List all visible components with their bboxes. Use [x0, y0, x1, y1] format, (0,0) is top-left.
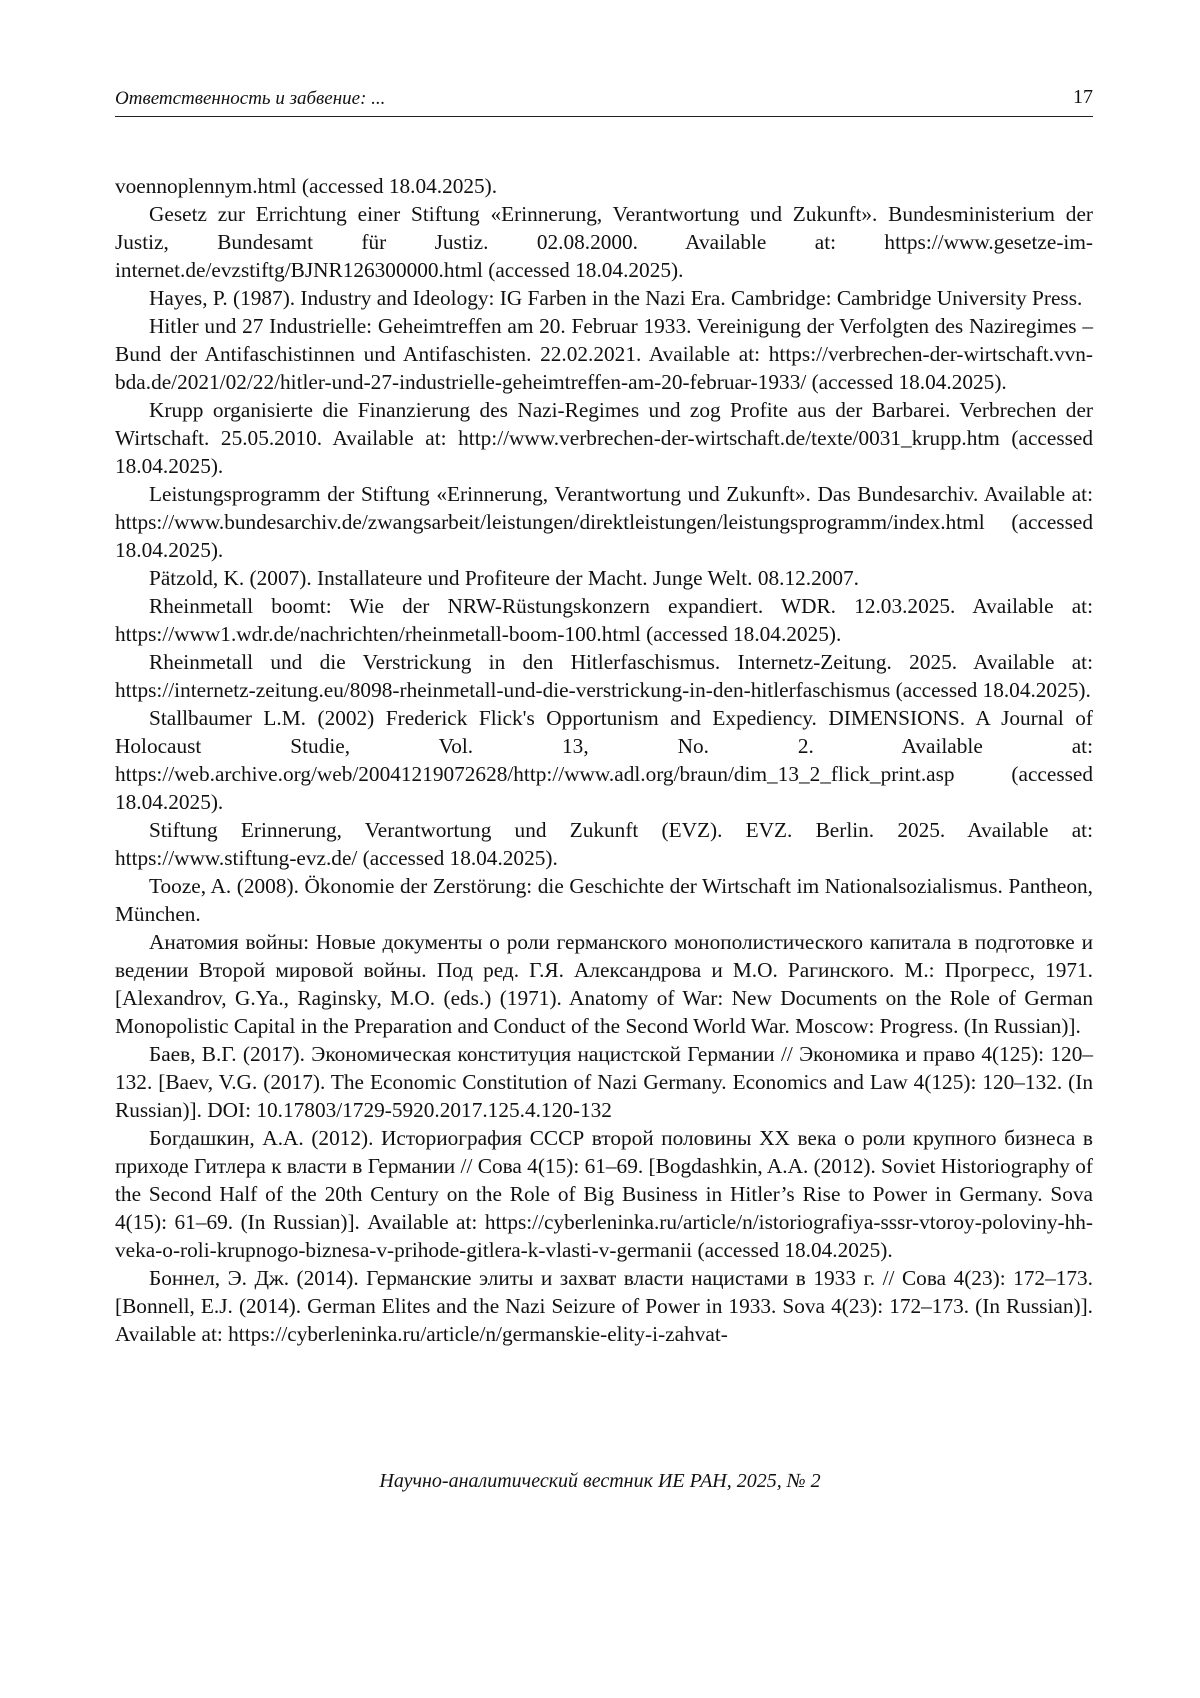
reference-item: Rheinmetall und die Verstrickung in den Hitlerfaschismus. Internetz-Zeitung. 2025. Available at: https://internetz-zeitung.eu/8098-rheinmetall-und-die-verstrickung-in-den-hitlerfaschismus (accessed 18.04.2025).: [115, 650, 1093, 702]
reference-item: Gesetz zur Errichtung einer Stiftung «Erinnerung, Verantwortung und Zukunft». Bundesministerium der Justiz, Bundesamt für Justiz. 02.08.2000. Available at: https://www.gesetze-im-internet.de/evzstiftg/BJNR126300000.html (accessed 18.04.2025).: [115, 202, 1093, 282]
reference-item: Боннел, Э. Дж. (2014). Германские элиты и захват власти нацистами в 1933 г. // Сова 4(23): 172–173. [Bonnell, E.J. (2014). German Elites and the Nazi Seizure of Power in 1933. Sova 4(23): 172–173. (In Russian)]. Available at: https://cyberleninka.ru/article/n/germanskie-elity-i-zahvat-: [115, 1266, 1093, 1346]
reference-list: [115, 172, 1093, 1348]
reference-item: Stiftung Erinnerung, Verantwortung und Zukunft (EVZ). EVZ. Berlin. 2025. Available at: https://www.stiftung-evz.de/ (accessed 18.04.2025).: [115, 818, 1093, 870]
reference-item: Pätzold, K. (2007). Installateure und Profiteure der Macht. Junge Welt. 08.12.2007.: [149, 566, 859, 590]
reference-item: Богдашкин, А.А. (2012). Историография СССР второй половины XX века о роли крупного бизнеса в приходе Гитлера к власти в Германии // Сова 4(15): 61–69. [Bogdashkin, A.A. (2012). Soviet Historiography of the Second Half of the 20th Century on the Role of Big Business in Hitler’s Rise to Power in Germany. Sova 4(15): 61–69. (In Russian)]. Available at: https://cyberleninka.ru/article/n/istoriografiya-sssr-vtoroy-poloviny-hh-veka-o-roli-krupnogo-biznesa-v-prihode-gitlera-k-vlasti-v-germanii (accessed 18.04.2025).: [115, 1126, 1093, 1262]
reference-item: Баев, В.Г. (2017). Экономическая конституция нацистской Германии // Экономика и право 4(125): 120–132. [Baev, V.G. (2017). The Economic Constitution of Nazi Germany. Economics and Law 4(125): 120–132. (In Russian)]. DOI: 10.17803/1729-5920.2017.125.4.120-132: [115, 1042, 1093, 1122]
running-title: Ответственность и забвение: ...: [115, 88, 386, 109]
reference-item: Leistungsprogramm der Stiftung «Erinnerung, Verantwortung und Zukunft». Das Bundesarchiv. Available at: https://www.bundesarchiv.de/zwangsarbeit/leistungen/direktleistungen/leistungsprogramm/index.html (accessed 18.04.2025).: [115, 482, 1093, 562]
reference-item: Анатомия войны: Новые документы о роли германского монополистического капитала в подготовке и ведении Второй мировой войны. Под ред. Г.Я. Александрова и М.О. Рагинского. М.: Прогресс, 1971. [Alexandrov, G.Ya., Raginsky, M.O. (eds.) (1971). Anatomy of War: New Documents on the Role of German Monopolistic Capital in the Preparation and Conduct of the Second World War. Moscow: Progress. (In Russian)].: [115, 930, 1093, 1038]
reference-item: Rheinmetall boomt: Wie der NRW-Rüstungskonzern expandiert. WDR. 12.03.2025. Available at: https://www1.wdr.de/nachrichten/rheinmetall-boom-100.html (accessed 18.04.2025).: [115, 594, 1093, 646]
reference-item: Hitler und 27 Industrielle: Geheimtreffen am 20. Februar 1933. Vereinigung der Verfolgten des Naziregimes – Bund der Antifaschistinnen und Antifaschisten. 22.02.2021. Available at: https://verbrechen-der-wirtschaft.vvn-bda.de/2021/02/22/hitler-und-27-industrielle-geheimtreffen-am-20-februar-1933/ (accessed 18.04.2025).: [115, 314, 1093, 394]
reference-item: Tooze, A. (2008). Ökonomie der Zerstörung: die Geschichte der Wirtschaft im Nationalsozialismus. Pantheon, München.: [115, 874, 1093, 926]
journal-footer: Научно-аналитический вестник ИЕ РАН, 2025, № 2: [379, 1470, 821, 1492]
reference-item: Hayes, P. (1987). Industry and Ideology: IG Farben in the Nazi Era. Cambridge: Cambridge University Press.: [149, 286, 1083, 310]
reference-item: voennoplennym.html (accessed 18.04.2025).: [115, 174, 498, 198]
running-header: [115, 86, 1093, 117]
reference-item: Stallbaumer L.M. (2002) Frederick Flick's Opportunism and Expediency. DIMENSIONS. A Journal of Holocaust Studie, Vol. 13, No. 2. Available at: https://web.archive.org/web/20041219072628/http://www.adl.org/braun/dim_13_2_flick_print.asp (accessed 18.04.2025).: [115, 706, 1093, 814]
reference-item: Krupp organisierte die Finanzierung des Nazi-Regimes und zog Profite aus der Barbarei. Verbrechen der Wirtschaft. 25.05.2010. Available at: http://www.verbrechen-der-wirtschaft.de/texte/0031_krupp.htm (accessed 18.04.2025).: [115, 398, 1093, 478]
page-number: 17: [1073, 86, 1093, 108]
